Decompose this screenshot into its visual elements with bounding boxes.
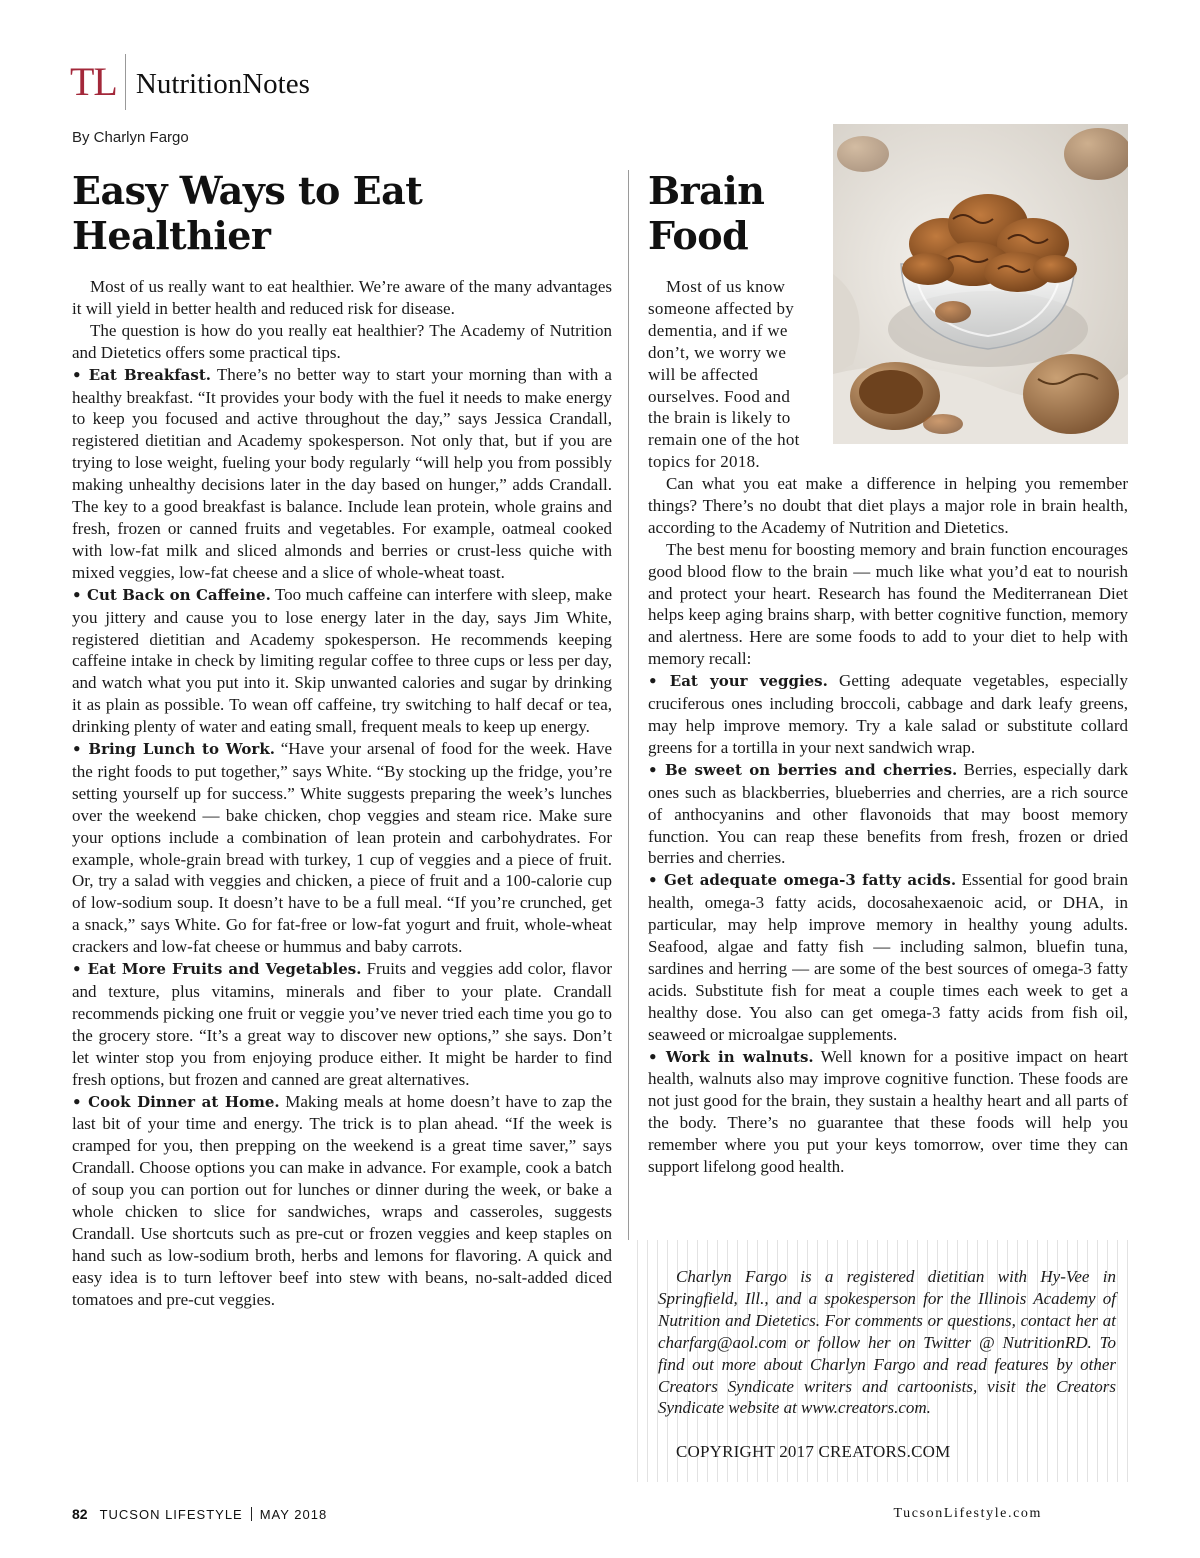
tip-lead: • Bring Lunch to Work.: [72, 740, 275, 759]
tip-eat-breakfast: [72, 364, 612, 584]
tip-lead: • Work in walnuts.: [648, 1047, 814, 1066]
tip-eat-veggies: [648, 670, 1128, 759]
issue-date: MAY 2018: [259, 1506, 328, 1522]
tip-berries-cherries: [648, 759, 1128, 870]
tip-walnuts: [648, 1046, 1128, 1178]
section-title: NutritionNotes: [135, 67, 310, 100]
tip-lead: • Eat Breakfast.: [72, 365, 211, 384]
tip-lead: • Eat your veggies.: [648, 672, 828, 691]
main-article-body: [72, 276, 612, 1311]
tip-cook-dinner: [72, 1091, 612, 1311]
brain-food-headline: [648, 168, 828, 258]
tip-fruits-vegetables: [72, 958, 612, 1090]
magazine-logo: TL: [70, 59, 117, 104]
brain-paragraph-2: Can what you eat make a difference in helping you remember things? There’s no doubt that diet plays a major role in brain health, according to the Academy of Nutrition and Dietetics.: [648, 474, 1128, 537]
brain-intro-paragraph: [648, 276, 816, 473]
brain-headline-line1: Brain: [648, 168, 765, 213]
tip-lead: • Cook Dinner at Home.: [72, 1092, 280, 1111]
byline: By Charlyn Fargo: [72, 129, 189, 146]
tip-lead: • Eat More Fruits and Vegetables.: [72, 960, 362, 979]
footer-divider: [251, 1507, 252, 1521]
main-headline-line2: Healthier: [72, 213, 271, 258]
website-url: TucsonLifestyle.com: [893, 1506, 1042, 1521]
author-bio-text: Charlyn Fargo is a registered dietitian with Hy-Vee in Springfield, Ill., and a spokesperson for the Illinois Academy of Nutrition and Dietetics. For comments or questions, contact her at charfarg@aol.com or follow her on Twitter @ NutritionRD. To find out more about Charlyn Fargo and read features by other Creators Syndicate writers and cartoonists, visit the Creators Syndicate website at www.creators.com.: [658, 1267, 1116, 1418]
tip-text: Berries, especially dark ones such as blackberries, blueberries and cherries, are a rich source of anthocyanins and other flavonoids that may boost memory function. You can reap these benefits from fresh, frozen or dried berries and cherries.: [648, 759, 1128, 868]
tip-lead: • Cut Back on Caffeine.: [72, 585, 271, 604]
tip-text: Getting adequate vegetables, especially cruciferous ones including broccoli, cabbage and dark leafy greens, may help improve memory. Try a kale salad or substitute collard greens for a tortilla in your next sandwich wrap.: [648, 671, 1129, 757]
brain-paragraph-3: The best menu for boosting memory and brain function encourages good blood flow to the brain — much like what you’d eat to nourish and protect your heart. Research has found the Mediterranean Diet helps keep aging brains sharp, with better cognitive function, memory and alertness. Here are some foods to add to your diet to help with memory recall:: [648, 539, 1128, 669]
walnuts-photo: [833, 124, 1128, 444]
tip-omega-3: [648, 869, 1128, 1045]
tip-text: Essential for good brain health, omega-3 fatty acids, docosahexaenoic acid, or DHA, in particular, may help improve memory in healthy young adults. Seafood, algae and fatty fish — including salmon, bluefin tuna, sardines and herring — are some of the best sources of omega-3 fatty acids. Substitute fish for meat a couple times each week to get a healthy dose. You also can get omega-3 fatty acids from fish oil, seaweed or microalgae supplements.: [648, 870, 1128, 1044]
main-headline-line1: Easy Ways to Eat: [72, 168, 423, 213]
tip-cut-caffeine: [72, 584, 612, 738]
page-footer: [72, 1506, 327, 1522]
tip-bring-lunch: [72, 738, 612, 958]
author-bio: [658, 1266, 1116, 1419]
tip-text: Fruits and veggies add color, flavor and texture, plus vitamins, minerals and fiber to your plate. Crandall recommends picking one fruit or veggie you’ve never tried each time you go to the grocery store. “It’s a great way to discover new options,” she says. Don’t let winter stop you from enjoying produce either. It might be harder to find fresh options, but frozen and canned are great alternatives.: [72, 959, 612, 1089]
intro-paragraph-2: The question is how do you really eat healthier? The Academy of Nutrition and Dietetics offers some practical tips.: [72, 320, 612, 362]
tip-lead: • Get adequate omega-3 fatty acids.: [648, 871, 957, 890]
brain-article-body: [648, 473, 1128, 1178]
magazine-name: TUCSON LIFESTYLE: [99, 1506, 243, 1522]
walnuts-illustration: [833, 124, 1128, 444]
section-header: [70, 52, 310, 112]
tip-text: There’s no better way to start your morning than with a healthy breakfast. “It provides your body with the fuel it needs to make energy to keep you focused and active throughout the day,” says Jessica Crandall, registered dietitian and Academy spokesperson. Not only that, but if you are trying to lose weight, fueling your body regularly “will help you from possibly making unhealthy decisions later in the day based on hunger,” adds Crandall. The key to a good breakfast is balance. Include lean protein, whole grains and fresh, frozen or canned fruits and vegetables. For example, oatmeal cooked with low-fat milk and sliced almonds and berries or crust-less quiche with mixed veggies, low-fat cheese and a slice of whole-wheat toast.: [72, 364, 612, 582]
brain-intro-text: Most of us know someone affected by dementia, and if we don’t, we worry we will be affected ourselves. Food and the brain is likely to remain one of the hot topics for 2018.: [648, 277, 800, 472]
header-divider: [125, 54, 126, 110]
tip-text: Well known for a positive impact on heart health, walnuts also may improve cognitive function. These foods are not just good for the brain, they sustain a healthy heart and all parts of the body. There’s no guarantee that these foods will help you remember where you put your keys tomorrow, over time they can support lifelong good health.: [648, 1046, 1128, 1177]
tip-text: “Have your arsenal of food for the week. Have the right foods to put together,” says White. “By stocking up the fridge, you’re setting yourself up for success.” White suggests preparing the week’s lunches over the weekend — bake chicken, chop veggies and steam rice. Make sure your options include a combination of lean protein and carbohydrates. For example, whole-grain bread with turkey, 1 cup of veggies and a piece of fruit. Or, try a salad with veggies and chicken, a piece of fruit and a 100-calorie cup of low-sodium soup. It doesn’t have to be a full meal. “If you’re crunched, get a snack,” says White. Go for fat-free or low-fat yogurt and fruit, whole-wheat crackers and low-fat cheese or hummus and baby carrots.: [72, 739, 612, 957]
intro-paragraph-1: Most of us really want to eat healthier. We’re aware of the many advantages it will yield in better health and reduced risk for disease.: [72, 277, 612, 318]
main-headline: [72, 168, 632, 258]
copyright-notice: COPYRIGHT 2017 CREATORS.COM: [676, 1442, 951, 1461]
brain-headline-line2: Food: [648, 213, 749, 258]
tip-text: Too much caffeine can interfere with sleep, make you jittery and cause you to lose energy later in the day, says Jim White, registered dietitian and Academy spokesperson. He recommends keeping caffeine intake in check by limiting regular coffee to three cups or less per day, and watch what you put into it. Skip unwanted calories and sugar by drinking it as plain as possible. To wean off caffeine, try switching to half decaf or tea, drinking plenty of water and eating small, frequent meals to keep up energy.: [72, 584, 612, 737]
tip-lead: • Be sweet on berries and cherries.: [648, 760, 958, 779]
tip-text: Making meals at home doesn’t have to zap the last bit of your time and energy. The trick is to plan ahead. “If the week is cramped for you, then prepping on the weekend is a great time saver,” says Crandall. Choose options you can make in advance. For example, cook a batch of soup you can portion out for lunches or dinner during the week, or bake a whole chicken to slice for sandwiches, wraps and casseroles, suggests Crandall. Use shortcuts such as pre-cut or frozen veggies and keep staples on hand such as low-sodium broth, herbs and lemons for flavoring. A quick and easy idea is to turn leftover beef into stew with beans, no-salt-added diced tomatoes and pre-cut veggies.: [72, 1091, 612, 1309]
page-number: 82: [72, 1506, 88, 1522]
